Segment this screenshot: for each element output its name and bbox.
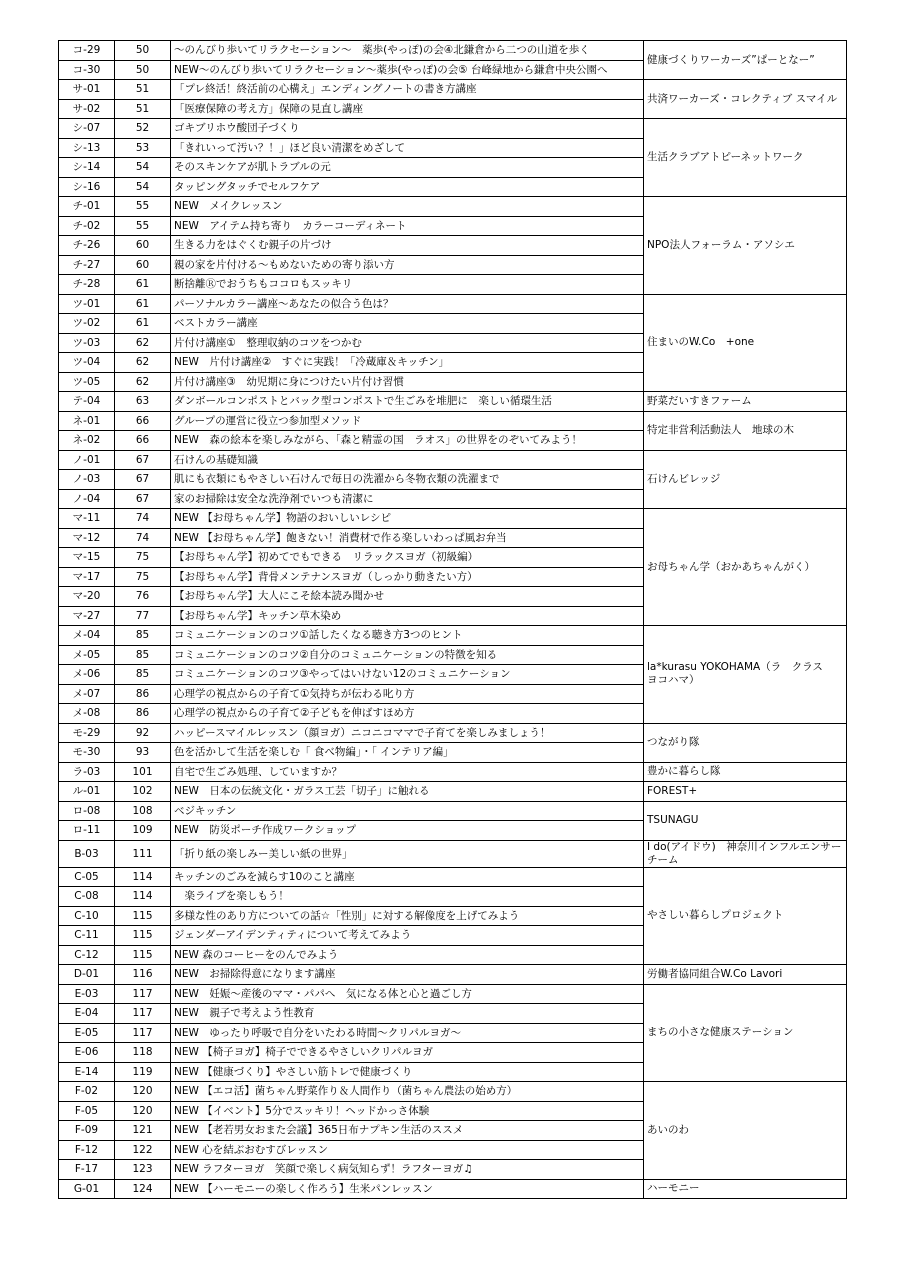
course-title: 心理学の視点からの子育て①気持ちが伝わる叱り方 [171, 684, 644, 704]
course-title: そのスキンケアが肌トラブルの元 [171, 158, 644, 178]
course-title: ジェンダーアイデンティティについて考えてみよう [171, 926, 644, 946]
course-title: 【お母ちゃん学】初めてでもできる リラックスヨガ（初級編） [171, 548, 644, 568]
course-code: F-12 [59, 1140, 115, 1160]
course-title: ゴキブリホウ酸団子づくり [171, 119, 644, 139]
page-number: 60 [115, 255, 171, 275]
course-code: モ-29 [59, 723, 115, 743]
course-title: 「折り紙の楽しみー美しい紙の世界」 [171, 840, 644, 867]
course-code: シ-16 [59, 177, 115, 197]
course-title: NEW 心を結ぶおむすびレッスン [171, 1140, 644, 1160]
page-number: 67 [115, 450, 171, 470]
course-title: パーソナルカラー講座～あなたの似合う色は？ [171, 294, 644, 314]
table-row [59, 782, 847, 802]
course-code: E-05 [59, 1023, 115, 1043]
page-number: 52 [115, 119, 171, 139]
table-row [59, 867, 847, 887]
page-number: 75 [115, 548, 171, 568]
page-number: 61 [115, 294, 171, 314]
organization-name: 豊かに暮らし隊 [644, 762, 847, 782]
table-row [59, 119, 847, 139]
page-number: 93 [115, 743, 171, 763]
course-title: 多様な性のあり方についての話☆「性別」に対する解像度を上げてみよう [171, 906, 644, 926]
course-title: NEW 【ハーモニーの楽しく作ろう】生米パンレッスン [171, 1179, 644, 1199]
course-title: ～のんびり歩いてリラクセーション～ 薬歩(やっぽ)の会④北鎌倉から二つの山道を歩く [171, 41, 644, 61]
table-row [59, 723, 847, 743]
page-number: 115 [115, 945, 171, 965]
course-title: コミュニケーションのコツ③やってはいけない12のコミュニケーション [171, 665, 644, 685]
page-number: 62 [115, 333, 171, 353]
course-title: 石けんの基礎知識 [171, 450, 644, 470]
table-row [59, 294, 847, 314]
course-title: 楽ライブを楽しもう！ [171, 887, 644, 907]
course-code: シ-14 [59, 158, 115, 178]
course-code: ノ-04 [59, 489, 115, 509]
course-list-table [58, 40, 847, 1199]
page-number: 66 [115, 411, 171, 431]
course-title: NEW お掃除得意になります講座 [171, 965, 644, 985]
course-title: コミュニケーションのコツ①話したくなる聴き方3つのヒント [171, 626, 644, 646]
course-code: ツ-04 [59, 353, 115, 373]
course-title: 【お母ちゃん学】大人にこそ絵本読み聞かせ [171, 587, 644, 607]
table-row [59, 450, 847, 470]
page-number: 76 [115, 587, 171, 607]
page-number: 61 [115, 275, 171, 295]
course-code: E-14 [59, 1062, 115, 1082]
organization-name: la*kurasu YOKOHAMA（ラ クラス ヨコハマ） [644, 626, 847, 724]
course-code: F-02 [59, 1082, 115, 1102]
course-code: マ-20 [59, 587, 115, 607]
course-title: 【お母ちゃん学】キッチン草木染め [171, 606, 644, 626]
page-number: 77 [115, 606, 171, 626]
page-number: 92 [115, 723, 171, 743]
page-number: 67 [115, 489, 171, 509]
organization-name: やさしい暮らしプロジェクト [644, 867, 847, 965]
course-code: ロ-08 [59, 801, 115, 821]
course-code: モ-30 [59, 743, 115, 763]
page-number: 54 [115, 177, 171, 197]
page-number: 62 [115, 372, 171, 392]
course-title: 心理学の視点からの子育て②子どもを伸ばすほめ方 [171, 704, 644, 724]
page-number: 74 [115, 528, 171, 548]
organization-name: 野菜だいすきファーム [644, 392, 847, 412]
table-row [59, 1179, 847, 1199]
course-code: シ-07 [59, 119, 115, 139]
course-title: 【お母ちゃん学】背骨メンテナンスヨガ（しっかり動きたい方） [171, 567, 644, 587]
course-code: メ-04 [59, 626, 115, 646]
course-code: ノ-01 [59, 450, 115, 470]
table-row [59, 509, 847, 529]
course-title: 生きる力をはぐくむ親子の片づけ [171, 236, 644, 256]
page-number: 123 [115, 1160, 171, 1180]
organization-name: お母ちゃん学（おかあちゃんがく） [644, 509, 847, 626]
course-code: コ-29 [59, 41, 115, 61]
organization-name: ハーモニー [644, 1179, 847, 1199]
course-title: NEW 妊娠～産後のママ・パパへ 気になる体と心と過ごし方 [171, 984, 644, 1004]
course-code: C-11 [59, 926, 115, 946]
page-number: 122 [115, 1140, 171, 1160]
course-code: マ-11 [59, 509, 115, 529]
organization-name: 共済ワーカーズ・コレクティブ スマイル [644, 80, 847, 119]
course-title: NEW メイクレッスン [171, 197, 644, 217]
course-code: サ-01 [59, 80, 115, 100]
table-row [59, 965, 847, 985]
page-number: 85 [115, 665, 171, 685]
course-title: NEW 日本の伝統文化・ガラス工芸「切子」に触れる [171, 782, 644, 802]
page-number: 115 [115, 926, 171, 946]
course-title: グループの運営に役立つ参加型メソッド [171, 411, 644, 431]
course-code: F-09 [59, 1121, 115, 1141]
page-number: 51 [115, 80, 171, 100]
table-row [59, 626, 847, 646]
organization-name: 住まいのW.Co +one [644, 294, 847, 392]
course-title: 肌にも衣類にもやさしい石けんで毎日の洗濯から冬物衣類の洗濯まで [171, 470, 644, 490]
page-number: 50 [115, 60, 171, 80]
organization-name: まちの小さな健康ステーション [644, 984, 847, 1082]
organization-name: つながり隊 [644, 723, 847, 762]
page-number: 55 [115, 216, 171, 236]
course-code: マ-12 [59, 528, 115, 548]
course-code: チ-27 [59, 255, 115, 275]
course-title: タッピングタッチでセルフケア [171, 177, 644, 197]
page-number: 111 [115, 840, 171, 867]
course-title: 片付け講座① 整理収納のコツをつかむ [171, 333, 644, 353]
page-number: 75 [115, 567, 171, 587]
organization-name: あいのわ [644, 1082, 847, 1180]
course-code: テ-04 [59, 392, 115, 412]
page-number: 74 [115, 509, 171, 529]
course-code: F-05 [59, 1101, 115, 1121]
page-number: 85 [115, 645, 171, 665]
course-title: 片付け講座③ 幼児期に身につけたい片付け習慣 [171, 372, 644, 392]
course-code: チ-28 [59, 275, 115, 295]
page-number: 67 [115, 470, 171, 490]
page-number: 118 [115, 1043, 171, 1063]
course-code: メ-06 [59, 665, 115, 685]
course-list-body [59, 41, 847, 1199]
course-title: ダンボールコンポストとバック型コンポストで生ごみを堆肥に 楽しい循環生活 [171, 392, 644, 412]
course-code: C-12 [59, 945, 115, 965]
page-number: 117 [115, 1004, 171, 1024]
course-title: 「きれいって汚い？！」ほど良い清潔をめざして [171, 138, 644, 158]
course-code: サ-02 [59, 99, 115, 119]
course-code: メ-07 [59, 684, 115, 704]
course-code: マ-17 [59, 567, 115, 587]
page-number: 109 [115, 821, 171, 841]
table-row [59, 984, 847, 1004]
page-number: 119 [115, 1062, 171, 1082]
page-number: 63 [115, 392, 171, 412]
course-code: ノ-03 [59, 470, 115, 490]
course-title: NEW 片付け講座② すぐに実践！「冷蔵庫＆キッチン」 [171, 353, 644, 373]
organization-name: 特定非営利活動法人 地球の木 [644, 411, 847, 450]
page-number: 117 [115, 1023, 171, 1043]
page-number: 117 [115, 984, 171, 1004]
course-title: 色を活かして生活を楽しむ「 食べ物編」・「 インテリア編」 [171, 743, 644, 763]
organization-name: 生活クラブアトピーネットワーク [644, 119, 847, 197]
page-number: 85 [115, 626, 171, 646]
course-code: ロ-11 [59, 821, 115, 841]
table-row [59, 197, 847, 217]
organization-name: 労働者協同組合W.Co Lavori [644, 965, 847, 985]
course-title: NEW 【お母ちゃん学】飽きない！消費材で作る楽しいわっぱ風お弁当 [171, 528, 644, 548]
course-title: NEW 【健康づくり】やさしい筋トレで健康づくり [171, 1062, 644, 1082]
page-number: 86 [115, 684, 171, 704]
course-code: G-01 [59, 1179, 115, 1199]
course-title: 家のお掃除は安全な洗浄剤でいつも清潔に [171, 489, 644, 509]
course-title: 自宅で生ごみ処理、していますか？ [171, 762, 644, 782]
course-title: ベジキッチン [171, 801, 644, 821]
organization-name: TSUNAGU [644, 801, 847, 840]
course-code: ツ-05 [59, 372, 115, 392]
course-code: C-08 [59, 887, 115, 907]
course-title: コミュニケーションのコツ②自分のコミュニケーションの特徴を知る [171, 645, 644, 665]
course-code: ツ-02 [59, 314, 115, 334]
page-number: 62 [115, 353, 171, 373]
course-title: ベストカラー講座 [171, 314, 644, 334]
page-number: 50 [115, 41, 171, 61]
course-code: シ-13 [59, 138, 115, 158]
page-number: 86 [115, 704, 171, 724]
course-code: マ-27 [59, 606, 115, 626]
course-code: B-03 [59, 840, 115, 867]
page-number: 108 [115, 801, 171, 821]
organization-name: NPO法人フォーラム・アソシエ [644, 197, 847, 295]
course-code: F-17 [59, 1160, 115, 1180]
course-code: チ-01 [59, 197, 115, 217]
course-title: NEW ゆったり呼吸で自分をいたわる時間～クリパルヨガ～ [171, 1023, 644, 1043]
course-title: NEW 親子で考えよう性教育 [171, 1004, 644, 1024]
organization-name: FOREST+ [644, 782, 847, 802]
course-title: NEW 【イベント】5分でスッキリ！ヘッドかっさ体験 [171, 1101, 644, 1121]
course-code: D-01 [59, 965, 115, 985]
course-code: C-10 [59, 906, 115, 926]
course-code: メ-05 [59, 645, 115, 665]
course-code: ツ-01 [59, 294, 115, 314]
course-code: ツ-03 [59, 333, 115, 353]
organization-name: 健康づくりワーカーズ”ぱーとなー” [644, 41, 847, 80]
course-code: チ-02 [59, 216, 115, 236]
page-number: 54 [115, 158, 171, 178]
course-code: E-06 [59, 1043, 115, 1063]
course-code: E-04 [59, 1004, 115, 1024]
page-number: 60 [115, 236, 171, 256]
course-title: NEW～のんびり歩いてリラクセーション～薬歩(やっぽ)の会⑤ 台峰緑地から鎌倉中央公園へ [171, 60, 644, 80]
course-title: NEW アイテム持ち寄り カラーコーディネート [171, 216, 644, 236]
course-title: NEW 【椅子ヨガ】椅子でできるやさしいクリパルヨガ [171, 1043, 644, 1063]
table-row [59, 840, 847, 867]
page-number: 101 [115, 762, 171, 782]
course-code: ネ-02 [59, 431, 115, 451]
table-row [59, 392, 847, 412]
course-title: キッチンのごみを減らす10のこと講座 [171, 867, 644, 887]
course-title: 「プレ終活！終活前の心構え」エンディングノートの書き方講座 [171, 80, 644, 100]
course-code: C-05 [59, 867, 115, 887]
course-title: NEW ラフターヨガ 笑顔で楽しく病気知らず！ラフターヨガ♫ [171, 1160, 644, 1180]
page-number: 115 [115, 906, 171, 926]
course-title: NEW 【お母ちゃん学】物語のおいしいレシピ [171, 509, 644, 529]
course-title: 親の家を片付ける～もめないための寄り添い方 [171, 255, 644, 275]
organization-name: I do(アイドウ) 神奈川インフルエンサーチーム [644, 840, 847, 867]
course-code: メ-08 [59, 704, 115, 724]
page-number: 124 [115, 1179, 171, 1199]
course-title: ハッピースマイルレッスン（顔ヨガ）ニコニコママで子育てを楽しみましょう！ [171, 723, 644, 743]
course-title: NEW 防災ポーチ作成ワークショップ [171, 821, 644, 841]
table-row [59, 80, 847, 100]
course-code: チ-26 [59, 236, 115, 256]
course-title: NEW 森の絵本を楽しみながら、「森と精霊の国 ラオス」の世界をのぞいてみよう！ [171, 431, 644, 451]
table-row [59, 1082, 847, 1102]
table-row [59, 411, 847, 431]
course-title: 「医療保障の考え方」保障の見直し講座 [171, 99, 644, 119]
page-number: 61 [115, 314, 171, 334]
course-title: NEW 森のコーヒーをのんでみよう [171, 945, 644, 965]
table-row [59, 762, 847, 782]
course-title: 断捨離Ⓡでおうちもココロもスッキリ [171, 275, 644, 295]
table-row [59, 801, 847, 821]
course-code: コ-30 [59, 60, 115, 80]
page-number: 121 [115, 1121, 171, 1141]
course-title: NEW 【エコ活】菌ちゃん野菜作り＆人間作り（菌ちゃん農法の始め方） [171, 1082, 644, 1102]
course-code: E-03 [59, 984, 115, 1004]
course-code: ル-01 [59, 782, 115, 802]
table-row [59, 41, 847, 61]
page-number: 114 [115, 887, 171, 907]
course-title: NEW 【老若男女おまた会議】365日布ナプキン生活のススメ [171, 1121, 644, 1141]
page-number: 102 [115, 782, 171, 802]
page-number: 66 [115, 431, 171, 451]
page-number: 51 [115, 99, 171, 119]
page-number: 55 [115, 197, 171, 217]
page-number: 53 [115, 138, 171, 158]
organization-name: 石けんビレッジ [644, 450, 847, 509]
page-number: 120 [115, 1082, 171, 1102]
page-number: 114 [115, 867, 171, 887]
course-code: ラ-03 [59, 762, 115, 782]
course-code: マ-15 [59, 548, 115, 568]
course-code: ネ-01 [59, 411, 115, 431]
page-number: 116 [115, 965, 171, 985]
page-number: 120 [115, 1101, 171, 1121]
